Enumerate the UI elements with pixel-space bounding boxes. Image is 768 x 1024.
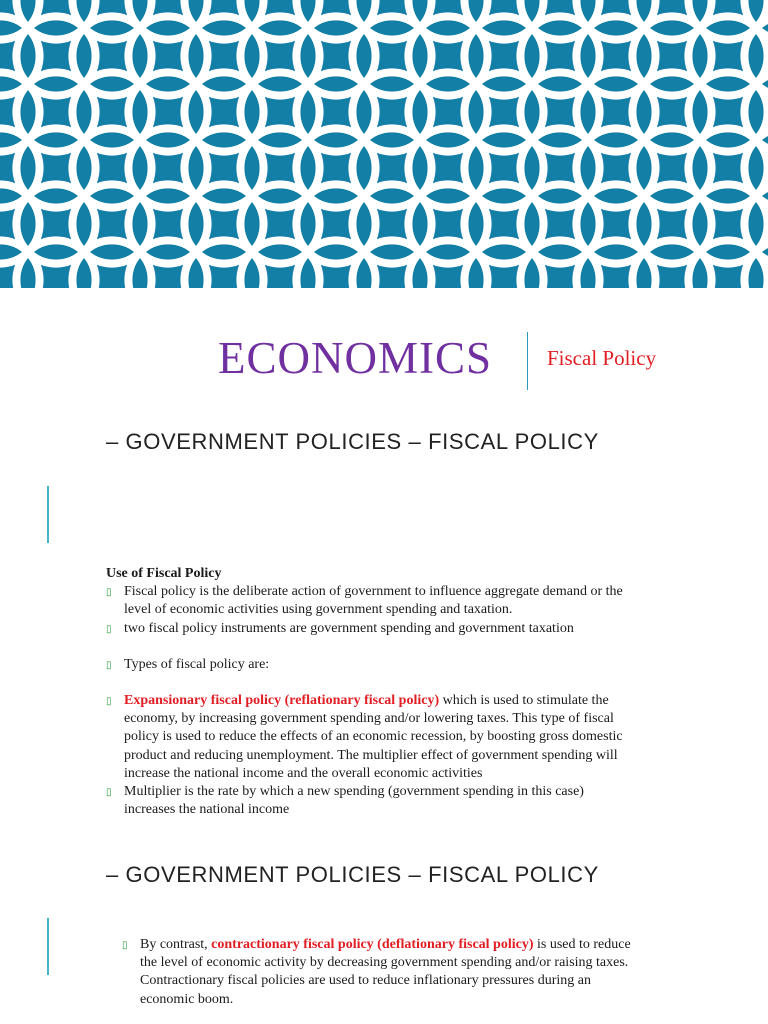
decorative-pattern-banner xyxy=(0,0,768,288)
list-item xyxy=(106,620,636,638)
bullet-text: Multiplier is the rate by which a new spending (government spending in this case) increases the national income xyxy=(124,784,584,818)
bullet-icon: ▯ xyxy=(106,696,112,708)
title-slide xyxy=(0,328,768,392)
list-item xyxy=(106,692,636,783)
list-item xyxy=(106,783,636,819)
bullet-icon: ▯ xyxy=(106,623,112,635)
bullet-text: By contrast, xyxy=(140,937,212,952)
bullet-icon: ▯ xyxy=(106,587,112,599)
slide-body xyxy=(106,565,636,819)
accent-line xyxy=(47,486,49,543)
bullet-text: is used to reduce the level of economic activity by decreasing government spending and/or raising taxes. Contractionary fiscal policies are used to reduce inflationary pressures during an economic boom. xyxy=(140,937,631,1007)
highlighted-term: contractionary fiscal policy (deflationary fiscal policy) xyxy=(211,937,534,952)
bullet-icon: ▯ xyxy=(106,787,112,799)
bullet-text: Types of fiscal policy are: xyxy=(124,656,270,672)
section-heading-1: – GOVERNMENT POLICIES – FISCAL POLICY xyxy=(106,429,599,454)
slide-body-2 xyxy=(122,936,642,1009)
highlighted-term: Expansionary fiscal policy (reflationary fiscal policy) xyxy=(124,693,440,709)
list-item xyxy=(106,583,636,619)
list-item xyxy=(106,656,636,674)
bullet-text: Fiscal policy is the deliberate action of government to influence aggregate demand or the level of economic activities using government spending and taxation. xyxy=(124,584,623,618)
accent-line xyxy=(47,918,49,975)
slide-title: ECONOMICS xyxy=(218,333,493,383)
bullet-text: two fiscal policy instruments are government spending and government taxation xyxy=(124,620,574,636)
section-heading-2: – GOVERNMENT POLICIES – FISCAL POLICY xyxy=(106,862,599,887)
interlocking-circles-pattern xyxy=(0,0,768,288)
section-title: Use of Fiscal Policy xyxy=(106,566,222,581)
title-divider xyxy=(527,332,528,390)
bullet-icon: ▯ xyxy=(122,940,128,951)
list-item xyxy=(122,936,642,1009)
bullet-text: which is used to stimulate the economy, by increasing government spending and/or lowering taxes. This type of fiscal policy is used to reduce the effects of an economic recession, by boosting gross domestic product and reducing unemployment. The multiplier effect of government spending will increase the national income and the overall economic activities xyxy=(124,693,623,781)
bullet-icon: ▯ xyxy=(106,659,112,671)
slide-subtitle: Fiscal Policy xyxy=(547,346,657,370)
